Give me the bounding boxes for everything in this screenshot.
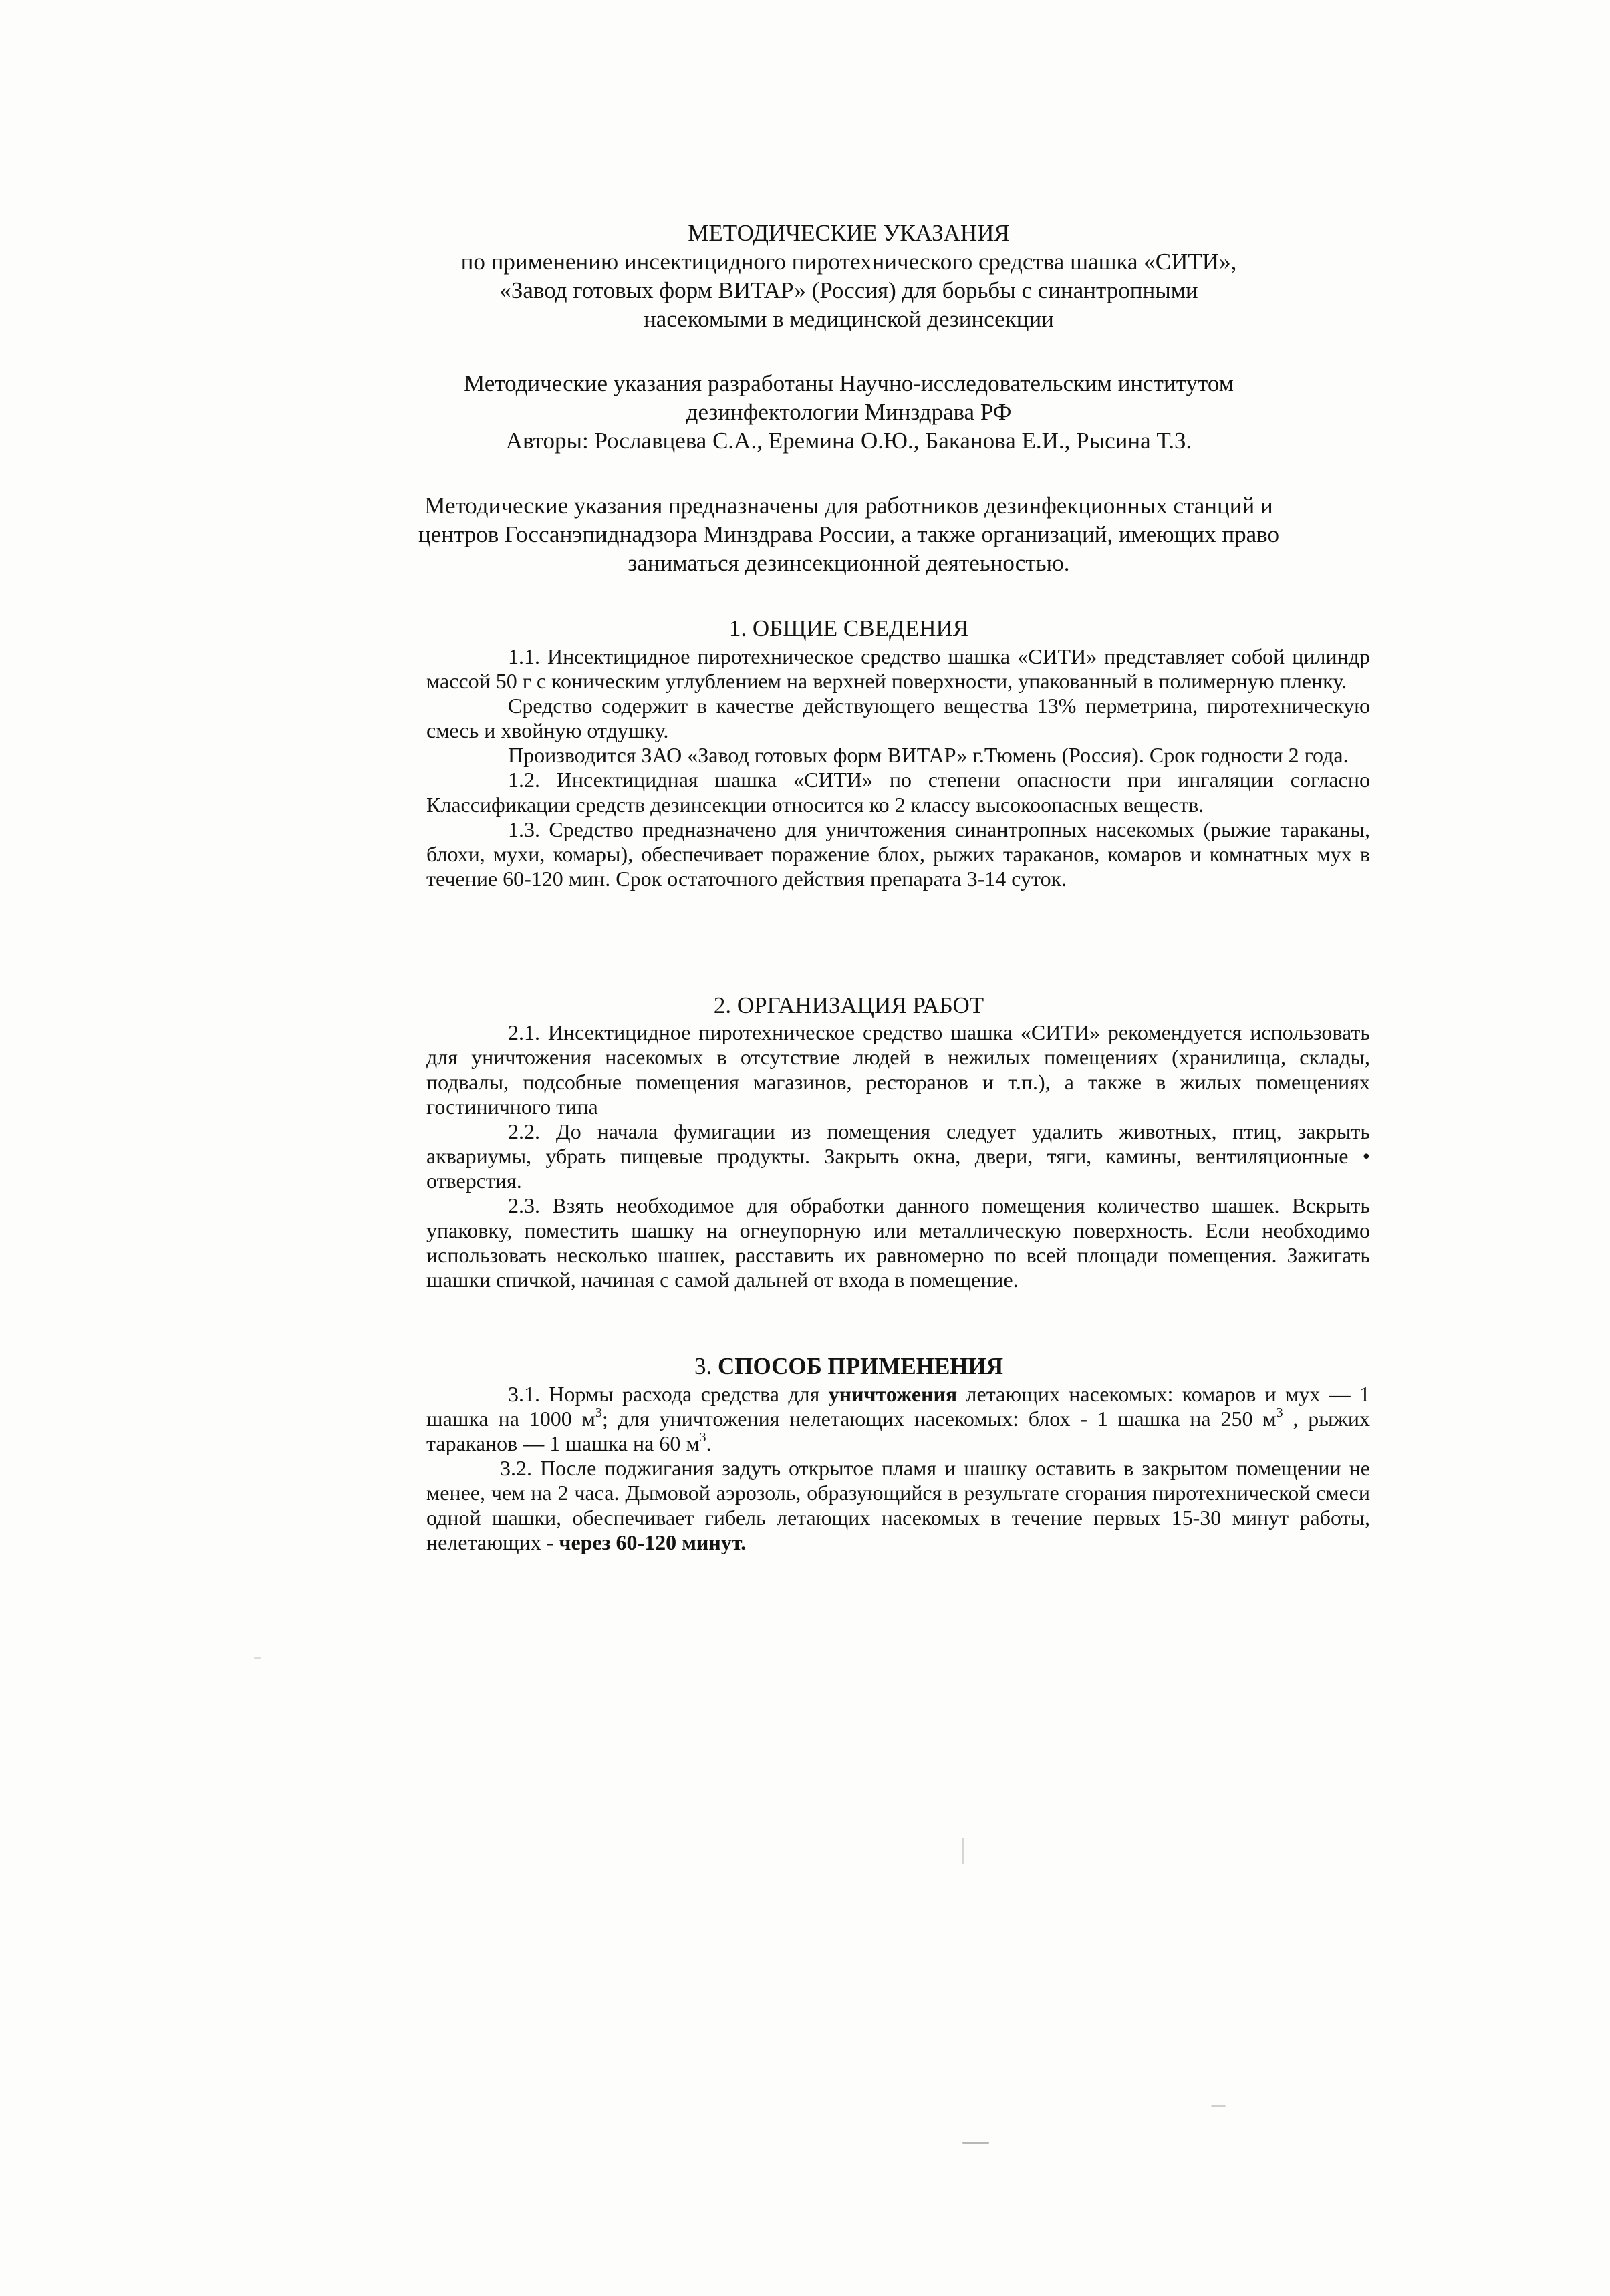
scan-artifact bbox=[1211, 2105, 1226, 2107]
superscript: 3 bbox=[699, 1430, 706, 1445]
audience-block bbox=[401, 491, 1297, 577]
title-block bbox=[401, 219, 1297, 333]
audience-line: Методические указания предназначены для работников дезинфекционных станций и bbox=[424, 492, 1273, 519]
text-run: 3.1. Нормы расхода средства для bbox=[508, 1382, 829, 1406]
authors-line: Авторы: Рославцева С.А., Еремина О.Ю., Баканова Е.И., Рысина Т.З. bbox=[505, 428, 1192, 454]
superscript: 3 bbox=[595, 1405, 602, 1421]
superscript: 3 bbox=[1276, 1405, 1283, 1421]
paragraph-2-2: 2.2. До начала фумигации из помещения следует удалить животных, птиц, закрыть аквариумы, убрать пищевые продукты. Закрыть окна, двери, тяги, камины, вентиляционные • отверстия. bbox=[426, 1119, 1370, 1193]
developers-block bbox=[401, 369, 1297, 455]
subtitle-line: «Завод готовых форм ВИТАР» (Россия) для борьбы с синантропными bbox=[499, 277, 1198, 303]
section-3-body bbox=[426, 1382, 1370, 1555]
subtitle-line: насекомыми в медицинской дезинсекции bbox=[644, 306, 1054, 332]
paragraph-1-1: 1.1. Инсектицидное пиротехническое средство шашка «СИТИ» представляет собой цилиндр массой 50 г с коническим углублением на верхней поверхности, упакованный в полимерную пленку. bbox=[426, 644, 1370, 693]
section-1-body bbox=[426, 644, 1370, 891]
scan-artifact bbox=[962, 2142, 989, 2144]
section-3-number: 3. bbox=[694, 1353, 718, 1379]
subtitle-line: по применению инсектицидного пиротехнического средства шашка «СИТИ», bbox=[460, 249, 1237, 275]
paragraph-1-3: 1.3. Средство предназначено для уничтожения синантропных насекомых (рыжие тараканы, блохи, мухи, комары), обеспечивает поражение блох, рыжих тараканов, комаров и комнатных мух в течение 60-120 мин. Срок остаточного действия препарата 3-14 суток. bbox=[426, 817, 1370, 891]
developers-line: дезинфектологии Минздрава РФ bbox=[686, 399, 1012, 425]
audience-line: заниматься дезинсекционной деятеьностью. bbox=[628, 550, 1070, 576]
section-3-heading bbox=[428, 1352, 1270, 1381]
developers-line: Методические указания разработаны Научно-исследовательским институтом bbox=[464, 370, 1234, 396]
paragraph-3-1 bbox=[426, 1382, 1370, 1456]
paragraph-2-1: 2.1. Инсектицидное пиротехническое средство шашка «СИТИ» рекомендуется использовать для уничтожения насекомых в отсутствие людей в нежилых помещениях (хранилища, склады, подвалы, подсобные помещения магазинов, ресторанов и т.п.), а также в жилых помещениях гостиничного типа bbox=[426, 1020, 1370, 1119]
text-run: , рыжих тараканов — 1 шашка на 60 м bbox=[426, 1407, 1371, 1455]
section-2-heading: 2. ОРГАНИЗАЦИЯ РАБОТ bbox=[713, 992, 984, 1018]
text-run: 3.2. После поджигания задуть открытое пламя и шашку оставить в закрытом помещении не менее, чем на 2 часа. Дымовой аэрозоль, образующийся в результате сгорания пиротехнической смеси одной шашки, обеспечивает гибель летающих насекомых в течение первых 15-30 минут работы, нелетающих - bbox=[426, 1456, 1370, 1554]
paragraph-2-3: 2.3. Взять необходимое для обработки данного помещения количество шашек. Вскрыть упаковку, поместить шашку на огнеупорную или металлическую поверхность. Если необходимо использовать несколько шашек, расставить их равномерно по всей площади помещения. Зажигать шашки спичкой, начиная с самой дальней от входа в помещение. bbox=[426, 1193, 1370, 1292]
section-1-heading: 1. ОБЩИЕ СВЕДЕНИЯ bbox=[728, 615, 969, 641]
section-3-title: СПОСОБ ПРИМЕНЕНИЯ bbox=[717, 1353, 1004, 1379]
scan-artifact bbox=[962, 1838, 964, 1864]
section-2-body bbox=[426, 1020, 1370, 1292]
text-run: ; для уничтожения нелетающих насекомых: блох - 1 шашка на 250 м bbox=[601, 1407, 1277, 1431]
paragraph-3-2 bbox=[426, 1456, 1370, 1555]
scan-artifact bbox=[254, 1657, 261, 1659]
text-run: . bbox=[706, 1431, 712, 1455]
paragraph-composition: Средство содержит в качестве действующего вещества 13% перметрина, пиротехническую смесь и хвойную отдушку. bbox=[426, 694, 1370, 742]
document-title: МЕТОДИЧЕСКИЕ УКАЗАНИЯ bbox=[688, 220, 1010, 246]
paragraph-producer: Производится ЗАО «Завод готовых форм ВИТАР» г.Тюмень (Россия). Срок годности 2 года. bbox=[508, 743, 1349, 767]
bold-run: через 60-120 минут. bbox=[559, 1530, 747, 1554]
audience-line: центров Госсанэпиднадзора Минздрава России, а также организаций, имеющих право bbox=[418, 521, 1279, 547]
bold-run: уничтожения bbox=[828, 1382, 958, 1406]
paragraph-1-2: 1.2. Инсектицидная шашка «СИТИ» по степени опасности при ингаляции согласно Классификации средств дезинсекции относится ко 2 классу высокоопасных веществ. bbox=[426, 768, 1370, 817]
text-run: летающих насекомых: комаров и мух — 1 шашка на 1000 м bbox=[426, 1382, 1371, 1431]
